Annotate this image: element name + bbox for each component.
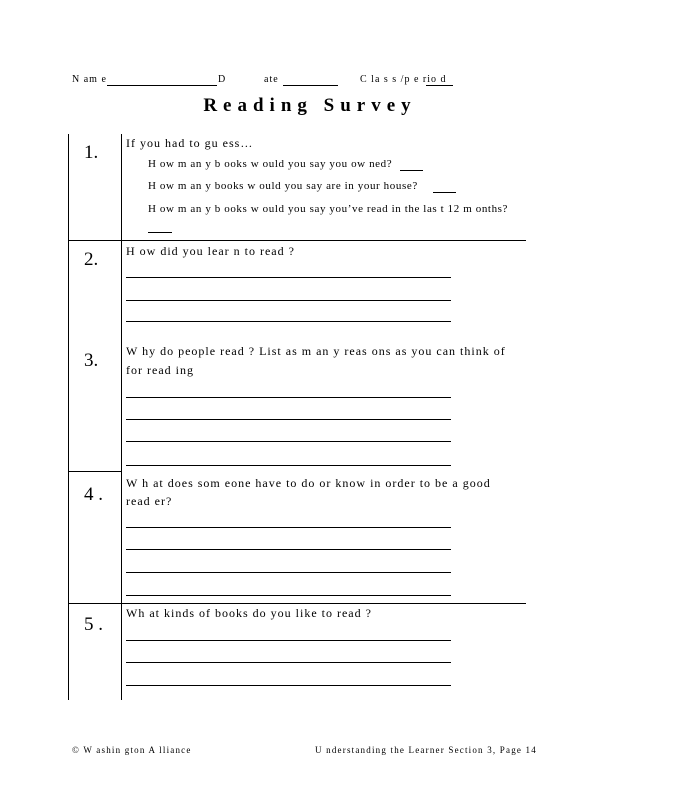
- row-divider-4: [68, 603, 526, 604]
- row-divider-1: [68, 240, 526, 241]
- row-divider-3: [68, 471, 122, 472]
- class-period-label: C la s s /p e rio d: [360, 74, 447, 85]
- question-3-text: W hy do people read ? List as m an y reas ons as you can think of: [126, 344, 506, 358]
- page-title: Reading Survey: [203, 95, 417, 116]
- question-number-1: 1.: [84, 142, 99, 163]
- date-label: ate: [264, 74, 279, 85]
- answer-line: [126, 527, 451, 528]
- answer-line: [126, 277, 451, 278]
- question-number-4: 4 .: [84, 484, 103, 505]
- answer-blank-1a: [400, 170, 423, 171]
- answer-line: [126, 419, 451, 420]
- answer-line: [126, 441, 451, 442]
- name-blank: [107, 85, 217, 86]
- question-number-3: 3.: [84, 350, 99, 371]
- class-period-blank: [426, 85, 453, 86]
- answer-line: [126, 465, 451, 466]
- question-3-text-cont: for read ing: [126, 363, 194, 377]
- question-2-text: H ow did you lear n to read ?: [126, 244, 295, 258]
- question-1b-text: H ow m an y books w ould you say are in your house?: [148, 180, 418, 192]
- answer-line: [126, 549, 451, 550]
- date-blank: [283, 85, 338, 86]
- answer-line: [126, 595, 451, 596]
- answer-line: [126, 300, 451, 301]
- question-1-text: If you had to gu ess…: [126, 136, 254, 150]
- question-4-text: W h at does som eone have to do or know in order to be a good: [126, 476, 491, 490]
- name-label: N am e: [72, 74, 107, 85]
- answer-line: [126, 321, 451, 322]
- question-number-2: 2.: [84, 249, 99, 270]
- answer-line: [126, 685, 451, 686]
- answer-line: [126, 662, 451, 663]
- answer-blank-1c: [148, 232, 172, 233]
- date-label-initial: D: [218, 74, 227, 85]
- question-1c-text: H ow m an y b ooks w ould you say you’ve read in the las t 12 m onths?: [148, 203, 509, 215]
- footer-page-info: U nderstanding the Learner Section 3, Page 14: [315, 745, 537, 755]
- question-1a-text: H ow m an y b ooks w ould you say you ow ned?: [148, 158, 393, 170]
- question-5-text: Wh at kinds of books do you like to read ?: [126, 606, 372, 620]
- table-column-divider: [121, 134, 122, 700]
- question-number-5: 5 .: [84, 614, 103, 635]
- answer-line: [126, 572, 451, 573]
- answer-blank-1b: [433, 192, 456, 193]
- answer-line: [126, 640, 451, 641]
- footer-copyright: © W ashin gton A lliance: [72, 745, 192, 755]
- answer-line: [126, 397, 451, 398]
- question-4-text-cont: read er?: [126, 494, 173, 508]
- table-left-border: [68, 134, 69, 700]
